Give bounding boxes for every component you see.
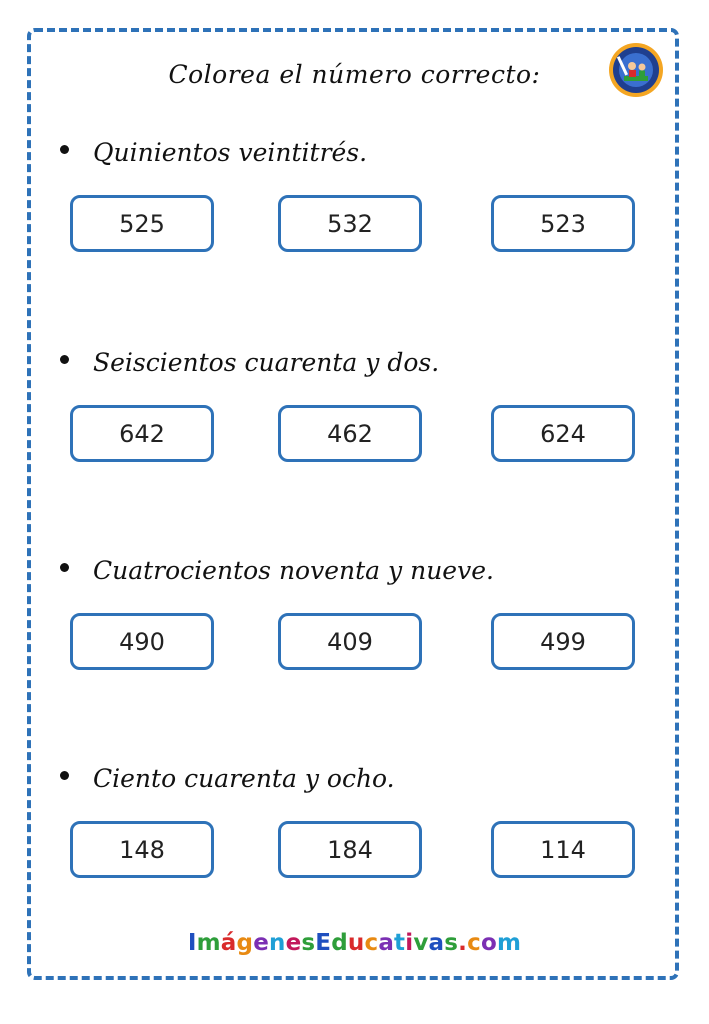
number-option-box[interactable]: 490: [70, 613, 214, 670]
question-prompt-text: Seiscientos cuarenta y dos.: [93, 348, 440, 377]
number-option-box[interactable]: 184: [278, 821, 422, 878]
question-prompt-text: Quinientos veintitrés.: [93, 138, 368, 167]
number-option-box[interactable]: 499: [491, 613, 635, 670]
number-option-box[interactable]: 525: [70, 195, 214, 252]
number-option-box[interactable]: 114: [491, 821, 635, 878]
bullet-icon: [60, 355, 69, 364]
bullet-icon: [60, 145, 69, 154]
question-prompt-text: Ciento cuarenta y ocho.: [93, 764, 395, 793]
question-prompt: [60, 138, 367, 167]
number-option-box[interactable]: 624: [491, 405, 635, 462]
question-prompt: [60, 764, 395, 793]
worksheet-title: Colorea el número correcto:: [168, 60, 541, 89]
number-option-box[interactable]: 532: [278, 195, 422, 252]
site-footer-brand[interactable]: ImágenesEducativas.com: [187, 930, 522, 956]
bullet-icon: [60, 771, 69, 780]
number-option-box[interactable]: 148: [70, 821, 214, 878]
number-option-box[interactable]: 523: [491, 195, 635, 252]
school-logo-icon: [608, 42, 664, 98]
number-option-box[interactable]: 462: [278, 405, 422, 462]
question-prompt-text: Cuatrocientos noventa y nueve.: [93, 556, 494, 585]
question-prompt: [60, 556, 494, 585]
number-option-box[interactable]: 409: [278, 613, 422, 670]
question-prompt: [60, 348, 439, 377]
bullet-icon: [60, 563, 69, 572]
number-option-box[interactable]: 642: [70, 405, 214, 462]
